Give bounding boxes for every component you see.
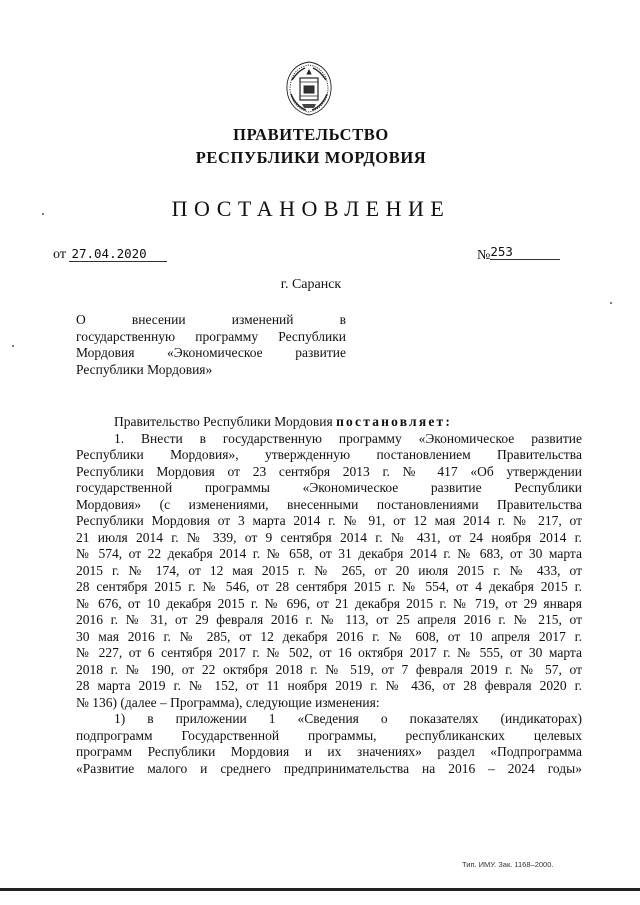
body-line: 30 мая 2016 г. № 285, от 12 декабря 2016 г. № 608, от 10 апреля 2017 г.: [76, 628, 582, 644]
intro-text: Правительство Республики Мордовия: [114, 414, 337, 429]
body-line: Республики Мордовия», утвержденную постановлением Правительства: [76, 447, 582, 462]
body-line: Мордовия» (с изменениями, внесенными постановлениями Правительства: [76, 496, 582, 512]
body-line: 2015 г. № 174, от 12 мая 2015 г. № 265, от 20 июля 2015 г. № 433, от: [76, 562, 582, 578]
body-line: № 574, от 22 декабря 2014 г. № 658, от 31 декабря 2014 г. № 683, от 30 марта: [76, 546, 582, 561]
number-value: 253: [490, 244, 560, 260]
date-value: 27.04.2020: [69, 246, 167, 262]
body-line: «Развитие малого и среднего предпринимательства на 2016 – 2024 годы»: [76, 760, 582, 776]
printer-mark: Тип. ИМУ. Зак. 1168–2000.: [462, 860, 554, 869]
body-line: подпрограмм Государственной программы, республиканских целевых: [76, 727, 582, 743]
document-date: [53, 246, 167, 263]
body-line: № 227, от 6 сентября 2017 г. № 502, от 16 октября 2017 г. № 555, от 30 марта: [76, 645, 582, 660]
intro-decree-word: постановляет:: [336, 414, 453, 429]
body-line: Республики Мордовия от 23 сентября 2013 г. № 417 «Об утверждении: [76, 463, 582, 479]
body-line: 1. Внести в государственную программу «Экономическое развитие: [114, 430, 582, 446]
scan-speck: [610, 302, 612, 304]
body-line: № 136) (далее – Программа), следующие изменения:: [76, 694, 380, 710]
body-line: Республики Мордовия от 3 марта 2014 г. № 91, от 12 мая 2014 г. № 217, от: [76, 513, 582, 528]
scan-speck: [42, 213, 44, 215]
body-intro: [76, 414, 582, 431]
subject-line: Республики Мордовия»: [76, 361, 213, 377]
government-title-line2: РЕСПУБЛИКИ МОРДОВИЯ: [195, 148, 427, 167]
body-line: государственной программы «Экономическое развитие Республики: [76, 480, 582, 495]
coat-of-arms-emblem: [282, 58, 336, 118]
body-line: программ Республики Мордовия и их значениях» раздел «Подпрограмма: [76, 744, 582, 759]
scan-edge-line: [0, 888, 640, 891]
subject-line: государственную программу Республики: [76, 328, 346, 344]
number-prefix: №: [477, 248, 491, 263]
date-prefix: от: [53, 247, 66, 262]
document-subject: [76, 312, 346, 378]
body-line: 28 сентября 2015 г. № 546, от 28 сентября 2015 г. № 554, от 4 декабря 2015 г.: [76, 579, 582, 594]
government-title-line1: ПРАВИТЕЛЬСТВО: [233, 125, 389, 144]
scan-speck: [12, 345, 14, 347]
document-number: [477, 244, 560, 264]
body-line: 2016 г. № 31, от 29 февраля 2016 г. № 113, от 25 апреля 2016 г. № 215, от: [76, 612, 582, 627]
subject-line: Мордовия «Экономическое развитие: [76, 345, 346, 360]
body-line: 1) в приложении 1 «Сведения о показателях (индикаторах): [114, 711, 582, 726]
body-line: № 676, от 10 декабря 2015 г. № 696, от 21 декабря 2015 г. № 719, от 29 января: [76, 595, 582, 611]
subject-line: О внесении изменений в: [76, 312, 346, 327]
body-line: 21 июля 2014 г. № 339, от 9 сентября 2014 г. № 431, от 24 ноября 2014 г.: [76, 529, 582, 545]
body-line: 28 марта 2019 г. № 152, от 11 ноября 2019 г. № 436, от 28 февраля 2020 г.: [76, 678, 582, 693]
document-type-heading: ПОСТАНОВЛЕНИЕ: [171, 196, 451, 221]
document-body: [76, 414, 582, 777]
body-line: 2018 г. № 190, от 22 октября 2018 г. № 519, от 7 февраля 2019 г. № 57, от: [76, 661, 582, 677]
city-name: г. Саранск: [280, 277, 342, 292]
